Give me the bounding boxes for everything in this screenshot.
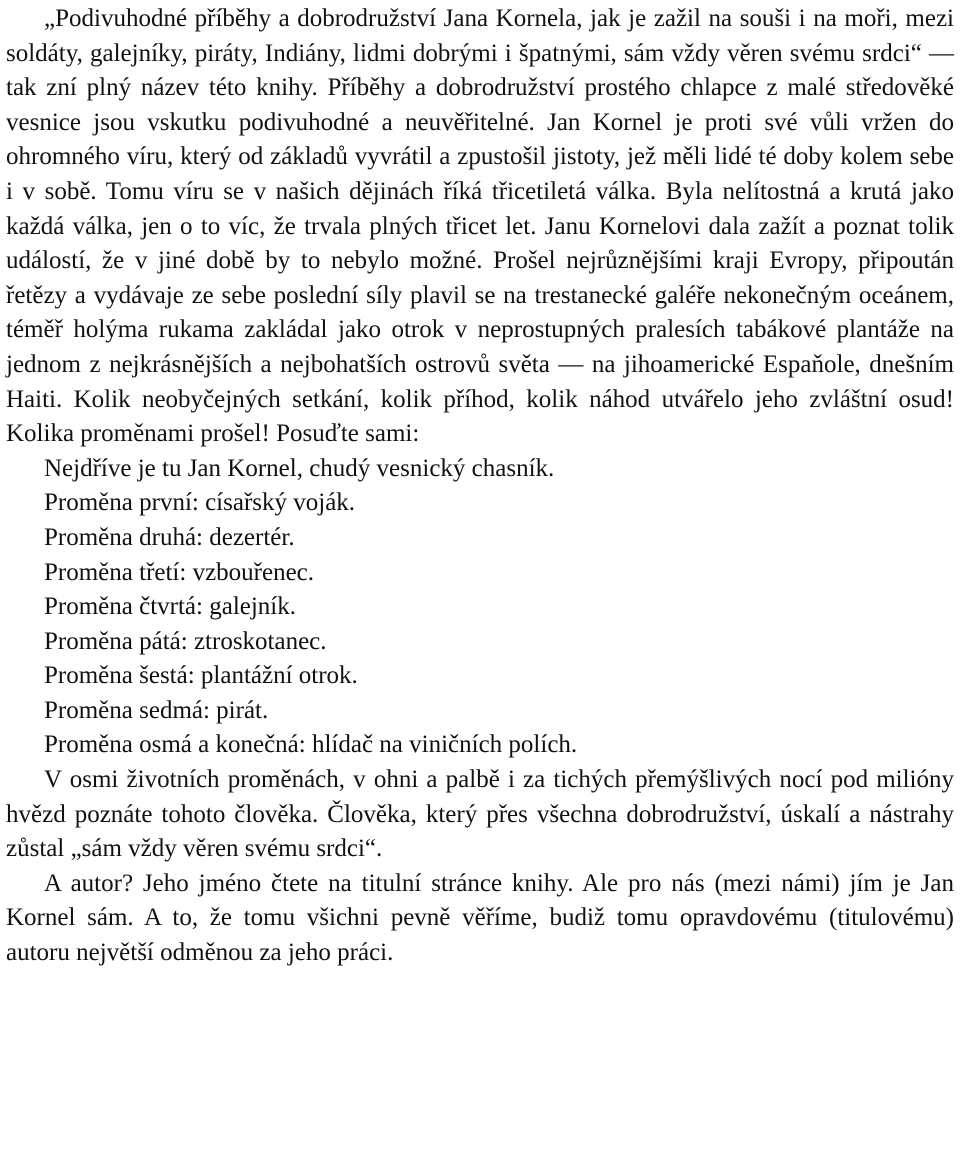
summary-paragraph: V osmi životních proměnách, v ohni a palbě i za tichých přemýšlivých nocí pod milióny hvězd poznáte tohoto člověka. Člověka, který přes všechna dobrodružství, úskalí a nástrahy zůstal „sám vždy věren svému srdci“. [6, 766, 954, 863]
list-item: Proměna první: císařský voják. [44, 489, 356, 517]
list-item: Nejdříve je tu Jan Kornel, chudý vesnický chasník. [44, 454, 555, 482]
transformations-list [6, 452, 954, 763]
author-paragraph: A autor? Jeho jméno čtete na titulní stránce knihy. Ale pro nás (mezi námi) jím je Jan Kornel sám. A to, že tomu všichni pevně věříme, budiž tomu opravdovému (titulovému) autoru největší odměnou za jeho práci. [6, 869, 954, 967]
list-item: Proměna šestá: plantážní otrok. [44, 662, 358, 690]
list-item: Proměna druhá: dezertér. [44, 523, 295, 551]
list-item: Proměna čtvrtá: galejník. [44, 593, 297, 621]
list-item: Proměna sedmá: pirát. [44, 696, 269, 724]
list-item: Proměna třetí: vzbouřenec. [44, 558, 315, 586]
list-item: Proměna osmá a konečná: hlídač na viničních polích. [44, 731, 578, 759]
list-item: Proměna pátá: ztroskotanec. [44, 627, 327, 655]
intro-paragraph: „Podivuhodné příběhy a dobrodružství Jana Kornela, jak je zažil na souši i na moři, mezi soldáty, galejníky, piráty, Indiány, lidmi dobrými i špatnými, sám vždy věren svému srdci“ — tak zní plný název této knihy. Příběhy a dobrodružství prostého chlapce z malé středověké vesnice jsou vskutku podivuhodné a neuvěřitelné. Jan Kornel je proti své vůli vržen do ohromného víru, který od základů vyvrátil a zpustošil jistoty, jež měli lidé té doby kolem sebe i v sobě. Tomu víru se v našich dějinách říká třicetiletá válka. Byla nelítostná a krutá jako každá válka, jen o to víc, že trvala plných třicet let. Janu Kornelovi dala zažít a poznat tolik událostí, že v jiné době by to nebylo možné. Prošel nejrůznějšími kraji Evropy, připoután řetězy a vydávaje ze sebe poslední síly plavil se na trestanecké galéře nekonečným oceánem, téměř holýma rukama zakládal jako otrok v neprostupných pralesích tabákové plantáže na jednom z nejkrásnějších a nejbohatších ostrovů světa — na jihoamerické Espaňole, dnešním Haiti. Kolik neobyčejných setkání, kolik příhod, kolik náhod utvářelo jeho zvláštní osud! Kolika proměnami prošel! Posuďte sami: [6, 5, 954, 448]
